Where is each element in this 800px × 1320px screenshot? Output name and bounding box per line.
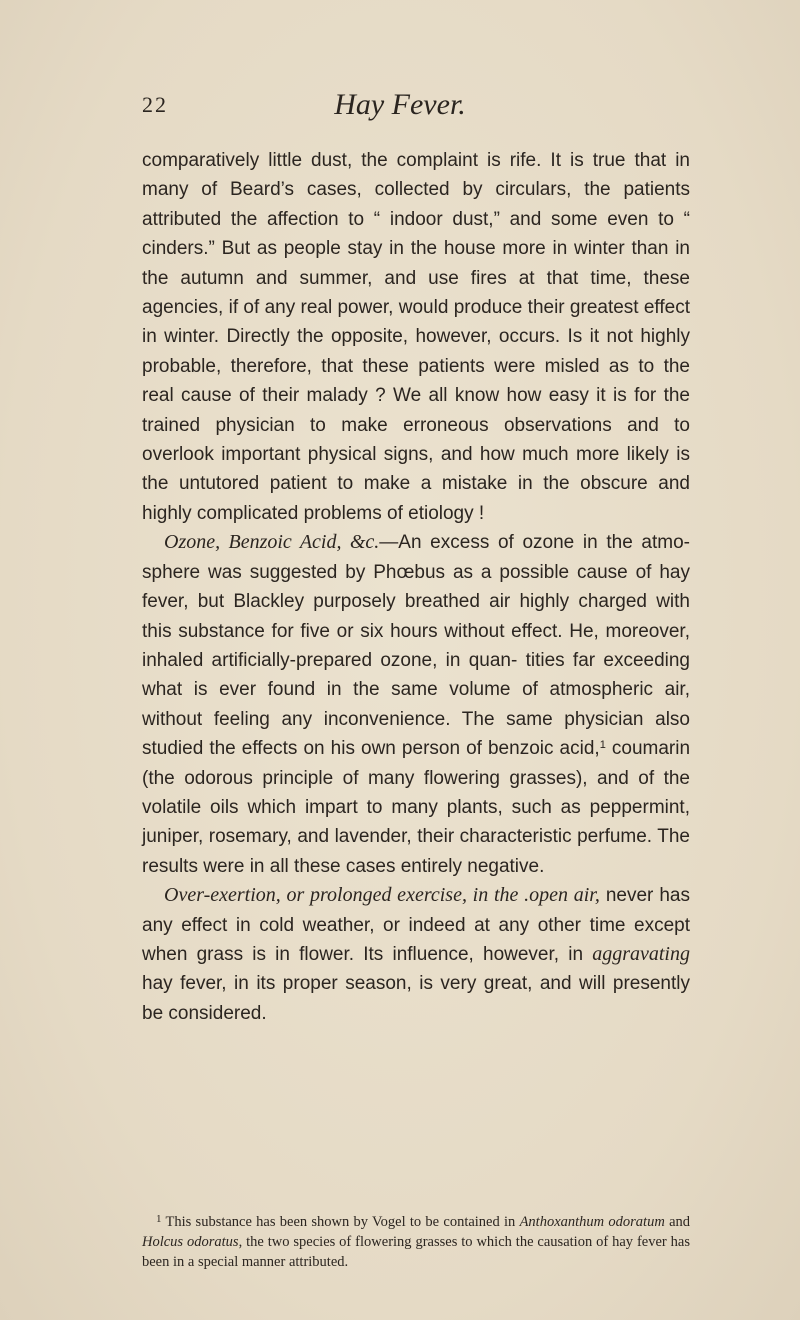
paragraph-dust: [142, 146, 690, 528]
footnote-paragraph: [142, 1212, 690, 1272]
footnote-text-c: , the two species of flowering grasses to which the causation of hay fever has been in a special manner attributed.: [142, 1234, 690, 1270]
paragraph-exertion: [142, 881, 690, 1028]
paragraph-ozone-text-b: coumarin (the odorous principle of many flowering grasses), and of the volatile oils which impart to many plants, such as peppermint, juniper, rosemary, and lavender, their characteristic perfume. The results were in all these cases entirely negative.: [142, 738, 691, 877]
section-heading-ozone: Ozone, Benzoic Acid, &c.: [164, 531, 380, 554]
footnote-marker: 1: [156, 1213, 162, 1225]
footnote-text-a: This substance has been shown by Vogel to be contained in: [161, 1214, 520, 1230]
footnote: [142, 1212, 690, 1272]
page-header: [0, 88, 800, 128]
paragraph-exertion-text-a: never has any effect in cold weather, or indeed at any other time except when grass is in flower. Its influence, however, in: [142, 885, 690, 965]
body-text: [142, 146, 690, 1028]
running-head: Hay Fever.: [334, 88, 466, 121]
section-heading-exertion: Over-exertion, or prolonged exercise, in the .open air,: [164, 884, 600, 907]
emphasis-aggravating: aggravating: [592, 942, 690, 965]
footnote-reference[interactable]: 1: [599, 739, 606, 752]
page-number: 22: [142, 92, 168, 117]
paragraph-exertion-text-b: hay fever, in its proper season, is very great, and will presently be considered.: [142, 973, 690, 1024]
footnote-species-anthoxanthum: Anthoxanthum odoratum: [519, 1214, 665, 1230]
footnote-species-holcus: Holcus odoratus: [142, 1234, 239, 1250]
paragraph-ozone-text-a: —An excess of ozone in the atmo- sphere was suggested by Phœbus as a possible cause of hay fever, but Blackley purposely breathed air highly charged with this substance for five or six hours without effect. He, moreover, inhaled artificially-prepared ozone, in quan- tities far exceeding what is ever found in the same volume of atmospheric air, without feeling any inconvenience. The same physician also studied the effects on his own person of benzoic acid,: [142, 532, 690, 760]
paragraph-dust-text: comparatively little dust, the complaint is rife. It is true that in many of Beard’s cases, collected by circulars, the patients attributed the affection to “ indoor dust,” and some even to “ cinders.” But as people stay in the house more in winter than in the autumn and summer, and use fires at that time, these agencies, if of any real power, would produce their greatest effect in winter. Directly the opposite, however, occurs. Is it not highly probable, therefore, that these patients were misled as to the real cause of their malady ? We all know how easy it is for the trained physician to make erroneous observations and to overlook important physical signs, and how much more likely is the untutored patient to make a mistake in the obscure and highly complicated problems of etiology !: [142, 150, 690, 524]
paragraph-ozone: [142, 528, 690, 881]
footnote-text-b: and: [664, 1214, 690, 1230]
